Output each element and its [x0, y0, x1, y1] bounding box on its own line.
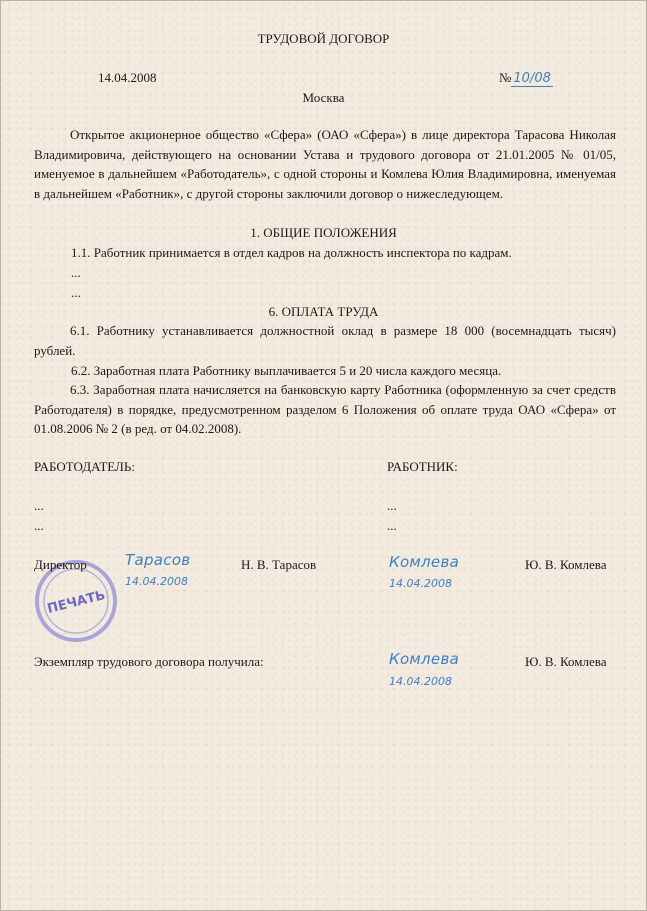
- receipt-signature: Комлева: [389, 650, 460, 668]
- employee-name: Ю. В. Комлева: [525, 557, 607, 572]
- employer-sign-date: 14.04.2008: [125, 575, 188, 588]
- receipt-sign-date: 14.04.2008: [389, 675, 452, 688]
- employee-sign-date: 14.04.2008: [389, 577, 452, 590]
- employee-ellipsis: ...: [387, 498, 397, 513]
- receipt-name: Ю. В. Комлева: [525, 654, 607, 669]
- employer-ellipsis: ...: [34, 518, 44, 533]
- city: Москва: [302, 90, 345, 105]
- stamp-text: ПЕЧАТЬ: [45, 588, 107, 617]
- employer-ellipsis: ...: [34, 498, 44, 513]
- contract-number: [499, 70, 553, 87]
- employee-signature: Комлева: [389, 553, 460, 571]
- employer-position: Директор: [34, 557, 87, 572]
- section-heading-payment: 6. ОПЛАТА ТРУДА: [268, 304, 379, 319]
- ellipsis: ...: [71, 285, 81, 300]
- clause-6-1: 6.1. Работнику устанавливается должностной оклад в размере 18 000 (восемнадцать тысяч) рублей.: [34, 323, 616, 358]
- number-sign: №: [499, 70, 512, 85]
- intro-paragraph: Открытое акционерное общество «Сфера» (ОАО «Сфера») в лице директора Тарасова Николая Владимировича, действующего на основании Устава и трудового договора от 21.01.2005 № 01/05, именуемое в дальнейшем «Работодатель», с одной стороны и Комлева Юлия Владимировна, именуемая в дальнейшем «Работник», с другой стороны заключили договор о нижеследующем.: [34, 127, 616, 201]
- clause-6-2: 6.2. Заработная плата Работнику выплачивается 5 и 20 числа каждого месяца.: [71, 363, 502, 378]
- clause-6-3: 6.3. Заработная плата начисляется на банковскую карту Работника (оформленную за счет средств Работодателя) в порядке, предусмотренном разделом 6 Положения об оплате труда ОАО «Сфера» от 01.08.2006 № 2 (в ред. от 04.02.2008).: [34, 382, 616, 436]
- employee-heading: РАБОТНИК:: [387, 459, 458, 474]
- clause-1-1: 1.1. Работник принимается в отдел кадров на должность инспектора по кадрам.: [71, 245, 512, 260]
- document-title: ТРУДОВОЙ ДОГОВОР: [257, 31, 390, 46]
- employer-heading: РАБОТОДАТЕЛЬ:: [34, 459, 135, 474]
- employee-ellipsis: ...: [387, 518, 397, 533]
- section-heading-general: 1. ОБЩИЕ ПОЛОЖЕНИЯ: [250, 225, 397, 240]
- contract-date: 14.04.2008: [98, 70, 157, 85]
- employer-signature: Тарасов: [125, 551, 191, 569]
- employer-name: Н. В. Тарасов: [241, 557, 317, 572]
- handwritten-number: 10/08: [513, 71, 551, 86]
- ellipsis: ...: [71, 265, 81, 280]
- receipt-label: Экземпляр трудового договора получила:: [34, 654, 264, 669]
